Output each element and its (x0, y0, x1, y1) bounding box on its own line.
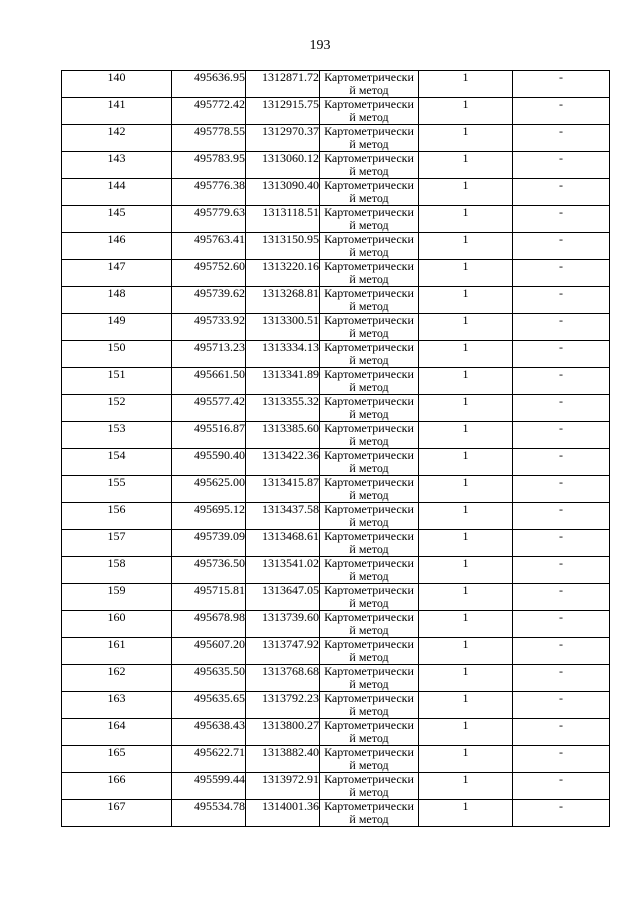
table-row (62, 719, 610, 746)
accuracy-cell: 1 (419, 368, 513, 395)
note-cell: - (513, 773, 610, 800)
note-cell: - (513, 503, 610, 530)
y-coordinate-cell: 1313150.95 (246, 233, 320, 260)
method-cell: Картометрически й метод (320, 206, 419, 233)
x-coordinate-cell: 495772.42 (172, 98, 246, 125)
method-cell: Картометрически й метод (320, 152, 419, 179)
y-coordinate-cell: 1313060.12 (246, 152, 320, 179)
method-cell: Картометрически й метод (320, 179, 419, 206)
y-coordinate-cell: 1313972.91 (246, 773, 320, 800)
x-coordinate-cell: 495739.62 (172, 287, 246, 314)
x-coordinate-cell: 495636.95 (172, 71, 246, 98)
y-coordinate-cell: 1313792.23 (246, 692, 320, 719)
table-row (62, 395, 610, 422)
table-row (62, 341, 610, 368)
x-coordinate-cell: 495736.50 (172, 557, 246, 584)
method-cell: Картометрически й метод (320, 341, 419, 368)
note-cell: - (513, 719, 610, 746)
note-cell: - (513, 530, 610, 557)
table-row (62, 449, 610, 476)
method-cell: Картометрически й метод (320, 368, 419, 395)
method-cell: Картометрически й метод (320, 638, 419, 665)
x-coordinate-cell: 495577.42 (172, 395, 246, 422)
note-cell: - (513, 314, 610, 341)
point-number-cell: 150 (62, 341, 172, 368)
y-coordinate-cell: 1313385.60 (246, 422, 320, 449)
accuracy-cell: 1 (419, 584, 513, 611)
point-number-cell: 152 (62, 395, 172, 422)
table-row (62, 638, 610, 665)
x-coordinate-cell: 495661.50 (172, 368, 246, 395)
point-number-cell: 142 (62, 125, 172, 152)
note-cell: - (513, 98, 610, 125)
x-coordinate-cell: 495783.95 (172, 152, 246, 179)
point-number-cell: 146 (62, 233, 172, 260)
x-coordinate-cell: 495635.50 (172, 665, 246, 692)
method-cell: Картометрически й метод (320, 719, 419, 746)
table-row (62, 611, 610, 638)
point-number-cell: 147 (62, 260, 172, 287)
x-coordinate-cell: 495599.44 (172, 773, 246, 800)
y-coordinate-cell: 1313437.58 (246, 503, 320, 530)
table-row (62, 71, 610, 98)
table-row (62, 206, 610, 233)
note-cell: - (513, 557, 610, 584)
page-number: 193 (309, 38, 331, 53)
accuracy-cell: 1 (419, 206, 513, 233)
note-cell: - (513, 746, 610, 773)
table-row (62, 503, 610, 530)
point-number-cell: 160 (62, 611, 172, 638)
coordinates-table (61, 70, 610, 827)
accuracy-cell: 1 (419, 719, 513, 746)
y-coordinate-cell: 1312871.72 (246, 71, 320, 98)
point-number-cell: 145 (62, 206, 172, 233)
accuracy-cell: 1 (419, 314, 513, 341)
table-row (62, 665, 610, 692)
accuracy-cell: 1 (419, 746, 513, 773)
note-cell: - (513, 422, 610, 449)
method-cell: Картометрически й метод (320, 71, 419, 98)
method-cell: Картометрически й метод (320, 395, 419, 422)
y-coordinate-cell: 1313800.27 (246, 719, 320, 746)
x-coordinate-cell: 495763.41 (172, 233, 246, 260)
y-coordinate-cell: 1313882.40 (246, 746, 320, 773)
y-coordinate-cell: 1313268.81 (246, 287, 320, 314)
y-coordinate-cell: 1313220.16 (246, 260, 320, 287)
point-number-cell: 141 (62, 98, 172, 125)
method-cell: Картометрически й метод (320, 287, 419, 314)
note-cell: - (513, 449, 610, 476)
y-coordinate-cell: 1313355.32 (246, 395, 320, 422)
point-number-cell: 154 (62, 449, 172, 476)
note-cell: - (513, 206, 610, 233)
accuracy-cell: 1 (419, 665, 513, 692)
x-coordinate-cell: 495752.60 (172, 260, 246, 287)
x-coordinate-cell: 495635.65 (172, 692, 246, 719)
table-row (62, 368, 610, 395)
y-coordinate-cell: 1312915.75 (246, 98, 320, 125)
method-cell: Картометрически й метод (320, 449, 419, 476)
x-coordinate-cell: 495638.43 (172, 719, 246, 746)
x-coordinate-cell: 495713.23 (172, 341, 246, 368)
table-row (62, 287, 610, 314)
point-number-cell: 153 (62, 422, 172, 449)
accuracy-cell: 1 (419, 557, 513, 584)
point-number-cell: 166 (62, 773, 172, 800)
note-cell: - (513, 260, 610, 287)
accuracy-cell: 1 (419, 800, 513, 827)
point-number-cell: 151 (62, 368, 172, 395)
note-cell: - (513, 665, 610, 692)
x-coordinate-cell: 495625.00 (172, 476, 246, 503)
method-cell: Картометрически й метод (320, 800, 419, 827)
note-cell: - (513, 638, 610, 665)
note-cell: - (513, 341, 610, 368)
table-row (62, 800, 610, 827)
note-cell: - (513, 584, 610, 611)
y-coordinate-cell: 1313541.02 (246, 557, 320, 584)
table-row (62, 125, 610, 152)
point-number-cell: 161 (62, 638, 172, 665)
point-number-cell: 155 (62, 476, 172, 503)
point-number-cell: 156 (62, 503, 172, 530)
y-coordinate-cell: 1313422.36 (246, 449, 320, 476)
accuracy-cell: 1 (419, 476, 513, 503)
method-cell: Картометрически й метод (320, 746, 419, 773)
table-row (62, 233, 610, 260)
note-cell: - (513, 125, 610, 152)
x-coordinate-cell: 495590.40 (172, 449, 246, 476)
y-coordinate-cell: 1313334.13 (246, 341, 320, 368)
table-row (62, 773, 610, 800)
point-number-cell: 159 (62, 584, 172, 611)
accuracy-cell: 1 (419, 611, 513, 638)
note-cell: - (513, 287, 610, 314)
method-cell: Картометрически й метод (320, 125, 419, 152)
point-number-cell: 163 (62, 692, 172, 719)
accuracy-cell: 1 (419, 71, 513, 98)
method-cell: Картометрически й метод (320, 611, 419, 638)
note-cell: - (513, 611, 610, 638)
note-cell: - (513, 800, 610, 827)
accuracy-cell: 1 (419, 287, 513, 314)
x-coordinate-cell: 495607.20 (172, 638, 246, 665)
accuracy-cell: 1 (419, 260, 513, 287)
y-coordinate-cell: 1313739.60 (246, 611, 320, 638)
x-coordinate-cell: 495534.78 (172, 800, 246, 827)
accuracy-cell: 1 (419, 422, 513, 449)
table-row (62, 476, 610, 503)
accuracy-cell: 1 (419, 233, 513, 260)
method-cell: Картометрически й метод (320, 530, 419, 557)
accuracy-cell: 1 (419, 530, 513, 557)
method-cell: Картометрически й метод (320, 422, 419, 449)
method-cell: Картометрически й метод (320, 260, 419, 287)
x-coordinate-cell: 495776.38 (172, 179, 246, 206)
accuracy-cell: 1 (419, 179, 513, 206)
y-coordinate-cell: 1313341.89 (246, 368, 320, 395)
accuracy-cell: 1 (419, 341, 513, 368)
table-row (62, 692, 610, 719)
method-cell: Картометрически й метод (320, 503, 419, 530)
note-cell: - (513, 233, 610, 260)
y-coordinate-cell: 1313090.40 (246, 179, 320, 206)
method-cell: Картометрически й метод (320, 773, 419, 800)
point-number-cell: 144 (62, 179, 172, 206)
method-cell: Картометрически й метод (320, 98, 419, 125)
coordinates-table-body (62, 71, 610, 827)
accuracy-cell: 1 (419, 773, 513, 800)
y-coordinate-cell: 1313747.92 (246, 638, 320, 665)
y-coordinate-cell: 1313468.61 (246, 530, 320, 557)
table-row (62, 314, 610, 341)
method-cell: Картометрически й метод (320, 692, 419, 719)
table-row (62, 422, 610, 449)
y-coordinate-cell: 1313118.51 (246, 206, 320, 233)
note-cell: - (513, 692, 610, 719)
accuracy-cell: 1 (419, 692, 513, 719)
y-coordinate-cell: 1313415.87 (246, 476, 320, 503)
x-coordinate-cell: 495779.63 (172, 206, 246, 233)
point-number-cell: 162 (62, 665, 172, 692)
table-row (62, 260, 610, 287)
accuracy-cell: 1 (419, 395, 513, 422)
y-coordinate-cell: 1314001.36 (246, 800, 320, 827)
table-row (62, 557, 610, 584)
method-cell: Картометрически й метод (320, 557, 419, 584)
method-cell: Картометрически й метод (320, 233, 419, 260)
point-number-cell: 148 (62, 287, 172, 314)
note-cell: - (513, 71, 610, 98)
table-row (62, 584, 610, 611)
point-number-cell: 164 (62, 719, 172, 746)
method-cell: Картометрически й метод (320, 584, 419, 611)
note-cell: - (513, 395, 610, 422)
accuracy-cell: 1 (419, 125, 513, 152)
accuracy-cell: 1 (419, 152, 513, 179)
method-cell: Картометрически й метод (320, 314, 419, 341)
accuracy-cell: 1 (419, 503, 513, 530)
point-number-cell: 143 (62, 152, 172, 179)
x-coordinate-cell: 495516.87 (172, 422, 246, 449)
x-coordinate-cell: 495678.98 (172, 611, 246, 638)
table-row (62, 98, 610, 125)
y-coordinate-cell: 1313647.05 (246, 584, 320, 611)
x-coordinate-cell: 495733.92 (172, 314, 246, 341)
y-coordinate-cell: 1312970.37 (246, 125, 320, 152)
point-number-cell: 167 (62, 800, 172, 827)
point-number-cell: 158 (62, 557, 172, 584)
x-coordinate-cell: 495695.12 (172, 503, 246, 530)
point-number-cell: 165 (62, 746, 172, 773)
accuracy-cell: 1 (419, 98, 513, 125)
method-cell: Картометрически й метод (320, 665, 419, 692)
note-cell: - (513, 476, 610, 503)
point-number-cell: 149 (62, 314, 172, 341)
x-coordinate-cell: 495739.09 (172, 530, 246, 557)
table-row (62, 746, 610, 773)
x-coordinate-cell: 495622.71 (172, 746, 246, 773)
x-coordinate-cell: 495715.81 (172, 584, 246, 611)
note-cell: - (513, 152, 610, 179)
note-cell: - (513, 368, 610, 395)
y-coordinate-cell: 1313300.51 (246, 314, 320, 341)
point-number-cell: 140 (62, 71, 172, 98)
note-cell: - (513, 179, 610, 206)
accuracy-cell: 1 (419, 449, 513, 476)
x-coordinate-cell: 495778.55 (172, 125, 246, 152)
y-coordinate-cell: 1313768.68 (246, 665, 320, 692)
accuracy-cell: 1 (419, 638, 513, 665)
method-cell: Картометрически й метод (320, 476, 419, 503)
point-number-cell: 157 (62, 530, 172, 557)
table-row (62, 179, 610, 206)
table-row (62, 152, 610, 179)
table-row (62, 530, 610, 557)
